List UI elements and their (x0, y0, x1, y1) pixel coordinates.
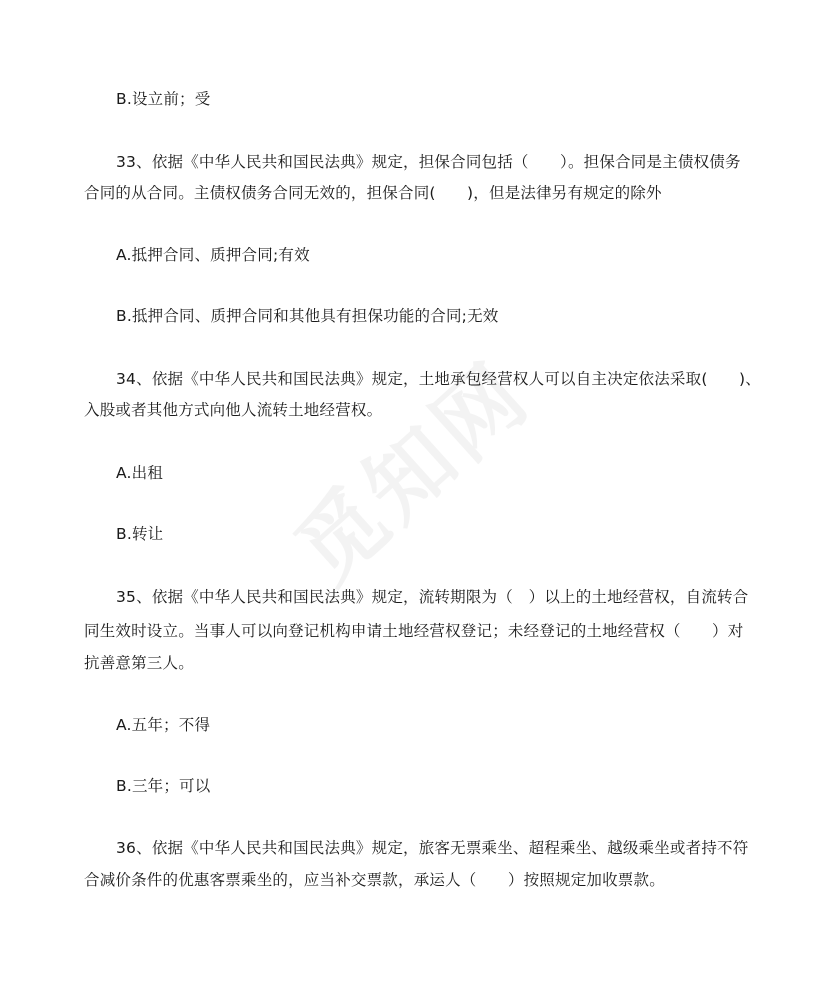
question-35-line-1: 35、依据《中华人民共和国民法典》规定，流转期限为（ ）以上的土地经营权，自流转合 (116, 588, 749, 606)
question-36-line-1: 36、依据《中华人民共和国民法典》规定，旅客无票乘坐、超程乘坐、越级乘坐或者持不符 (116, 839, 749, 857)
question-36-line-2: 合减价条件的优惠客票乘坐的，应当补交票款，承运人（ ）按照规定加收票款。 (84, 871, 665, 889)
question-33-line-1: 33、依据《中华人民共和国民法典》规定，担保合同包括（ ）。担保合同是主债权债务 (116, 153, 741, 171)
question-33-line-2: 合同的从合同。主债权债务合同无效的，担保合同( )，但是法律另有规定的除外 (84, 184, 662, 202)
question-35-line-2: 同生效时设立。当事人可以向登记机构申请土地经营权登记；未经登记的土地经营权（ ）对 (84, 622, 744, 640)
option-34-a: A.出租 (116, 464, 164, 482)
option-35-b: B.三年；可以 (116, 777, 211, 795)
question-35-line-3: 抗善意第三人。 (84, 654, 194, 672)
option-34-b: B.转让 (116, 525, 164, 543)
option-35-a: A.五年；不得 (116, 716, 211, 734)
question-34-line-2: 入股或者其他方式向他人流转土地经营权。 (84, 401, 383, 419)
question-34-line-1: 34、依据《中华人民共和国民法典》规定，土地承包经营权人可以自主决定依法采取( )、 (116, 370, 761, 388)
option-33-b: B.抵押合同、质押合同和其他具有担保功能的合同;无效 (116, 307, 499, 325)
option-33-a: A.抵押合同、质押合同;有效 (116, 246, 310, 264)
option-32-b: B.设立前；受 (116, 90, 211, 108)
